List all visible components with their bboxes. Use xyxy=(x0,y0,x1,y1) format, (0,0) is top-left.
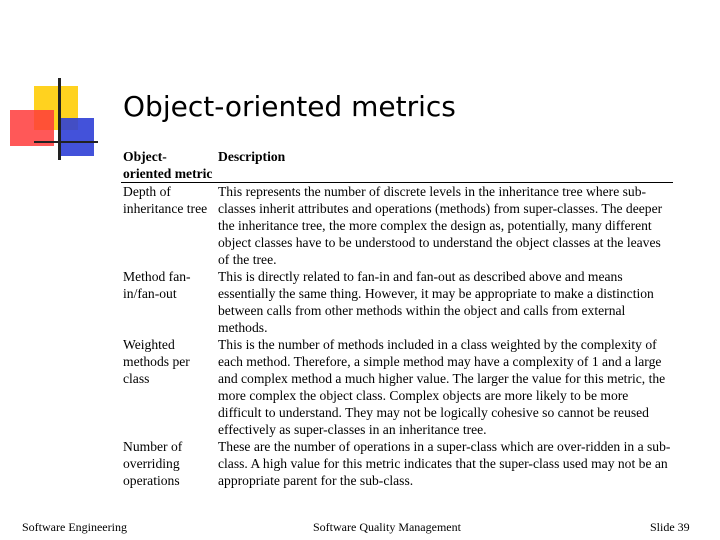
metric-name: Method fan-in/fan-out xyxy=(123,269,191,301)
metric-name: Number of overriding operations xyxy=(123,439,183,488)
table-row xyxy=(121,183,673,269)
metrics-table xyxy=(121,148,673,489)
metric-description: This is directly related to fan-in and fan-out as described above and means essentially the same thing. However, it may be appropriate to make a distinction between calls from other methods within the object and calls from external methods. xyxy=(218,269,654,335)
decor-vertical-line xyxy=(58,78,61,160)
metric-description: This represents the number of discrete levels in the inheritance tree where sub-classes inherit attributes and operations (methods) from super-classes. The deeper the inheritance tree, the more complex the design as, potentially, many different object classes have to be understood to understand the object classes at the leaves of the tree. xyxy=(218,184,663,267)
footer-course: Software Engineering xyxy=(22,520,127,534)
column-header-description: Description xyxy=(216,148,673,183)
metric-name: Weighted methods per class xyxy=(123,337,190,386)
footer-topic: Software Quality Management xyxy=(313,520,461,534)
column-header-metric: Object-oriented metric xyxy=(121,148,216,183)
table-header-row xyxy=(121,148,673,183)
metric-name: Depth of inheritance tree xyxy=(123,184,208,216)
metric-description: These are the number of operations in a super-class which are over-ridden in a sub-class. A high value for this metric indicates that the super-class used may not be an appropriate parent for the sub-class. xyxy=(218,439,671,488)
decor-horizontal-line xyxy=(34,141,98,143)
table-row xyxy=(121,438,673,489)
table-row xyxy=(121,268,673,336)
table-row xyxy=(121,336,673,438)
metric-description: This is the number of methods included in a class weighted by the complexity of each method. Therefore, a simple method may have a complexity of 1 and a large and complex method a much higher value. The larger the value for this metric, the more complex the object class. Complex objects are more likely to be more difficult to understand. They may not be logically cohesive so cannot be reused effectively as super-classes in an inheritance tree. xyxy=(218,337,666,437)
slide-title: Object-oriented metrics xyxy=(123,90,456,123)
decor-blue-square xyxy=(58,118,94,156)
footer-slide-number: Slide 39 xyxy=(650,520,690,534)
